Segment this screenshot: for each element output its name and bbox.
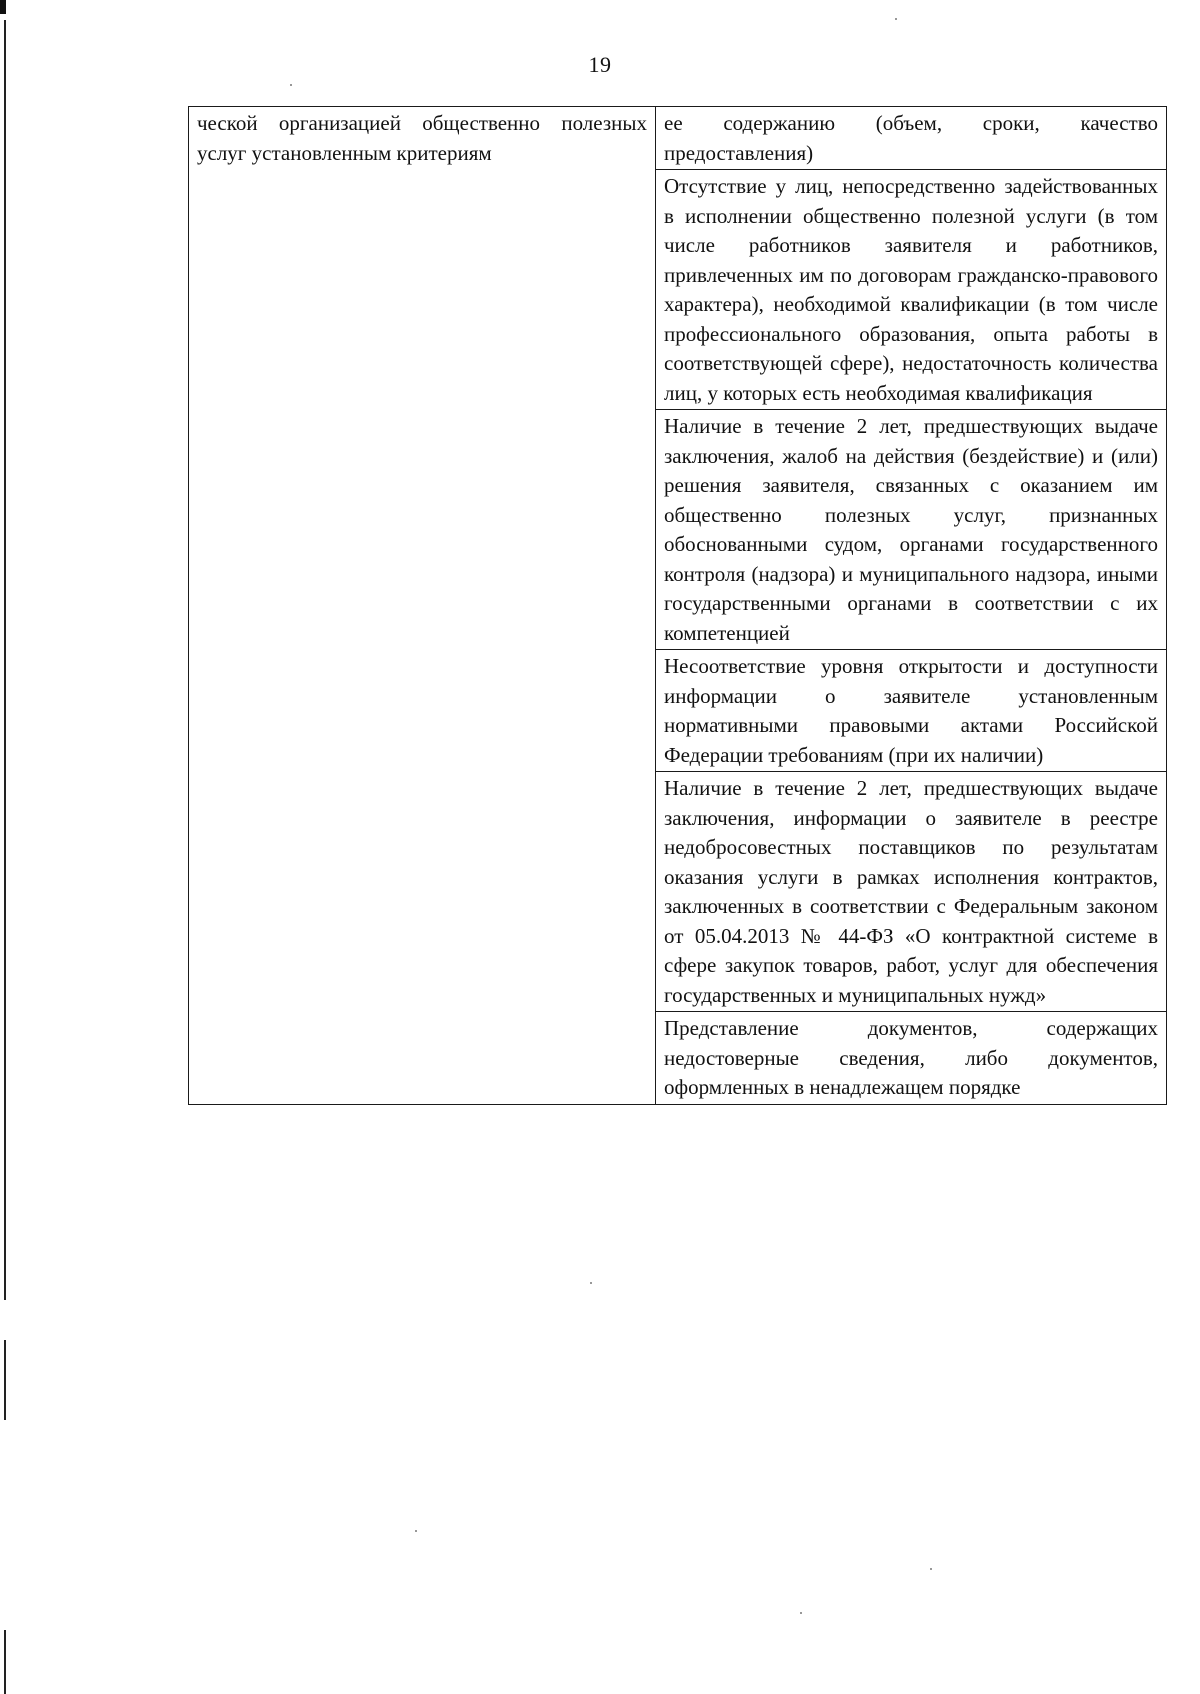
scan-speck bbox=[800, 1612, 802, 1614]
criterion-text: Наличие в течение 2 лет, предшествующих выдаче заключения, информации о заявителе в реестре недобросовестных поставщиков по результатам оказания услуги в рамках исполнения контрактов, заключенных в соответствии с Федеральным законом от 05.04.2013 № 44-ФЗ «О контрактной системе в сфере закупок товаров, работ, услуг для обеспечения государственных и муниципальных нужд» bbox=[664, 776, 1158, 1007]
criterion-text: Несоответствие уровня открытости и доступности информации о заявителе установленным нормативными правовыми актами Российской Федерации требованиям (при их наличии) bbox=[664, 654, 1158, 767]
criterion-cell bbox=[656, 410, 1167, 650]
scan-speck bbox=[895, 18, 897, 20]
criterion-cell bbox=[656, 650, 1167, 772]
scan-edge-line bbox=[4, 1340, 6, 1420]
criteria-category-text: ческой организацией общественно полезных услуг установленным критериям bbox=[197, 111, 647, 165]
page-number: 19 bbox=[588, 52, 612, 77]
criteria-table bbox=[188, 106, 1167, 1105]
scan-speck bbox=[590, 1282, 592, 1284]
scan-speck bbox=[930, 1568, 932, 1570]
criterion-cell bbox=[656, 1012, 1167, 1105]
criterion-text: ее содержанию (объем, сроки, качество предоставления) bbox=[664, 111, 1158, 165]
scan-edge-line bbox=[4, 1630, 6, 1694]
scan-speck bbox=[415, 1530, 417, 1532]
scan-edge-line bbox=[4, 20, 6, 1300]
criterion-text: Наличие в течение 2 лет, предшествующих выдаче заключения, жалоб на действия (бездействие) и (или) решения заявителя, связанных с оказанием им общественно полезных услуг, признанных обоснованными судом, органами государственного контроля (надзора) и муниципального надзора, иными государственными органами в соответствии с их компетенцией bbox=[664, 414, 1158, 645]
scan-speck bbox=[290, 84, 292, 86]
criteria-category-cell bbox=[189, 107, 656, 1105]
criterion-cell bbox=[656, 170, 1167, 410]
criterion-text: Представление документов, содержащих недостоверные сведения, либо документов, оформленных в ненадлежащем порядке bbox=[664, 1016, 1158, 1099]
criterion-cell bbox=[656, 107, 1167, 170]
table-row bbox=[189, 107, 1167, 170]
criterion-cell bbox=[656, 772, 1167, 1012]
scan-corner-mark bbox=[0, 0, 6, 14]
criterion-text: Отсутствие у лиц, непосредственно задействованных в исполнении общественно полезной услуги (в том числе работников заявителя и работников, привлеченных им по договорам гражданско-правового характера), необходимой квалификации (в том числе профессионального образования, опыта работы в соответствующей сфере), недостаточность количества лиц, у которых есть необходимая квалификация bbox=[664, 174, 1158, 405]
